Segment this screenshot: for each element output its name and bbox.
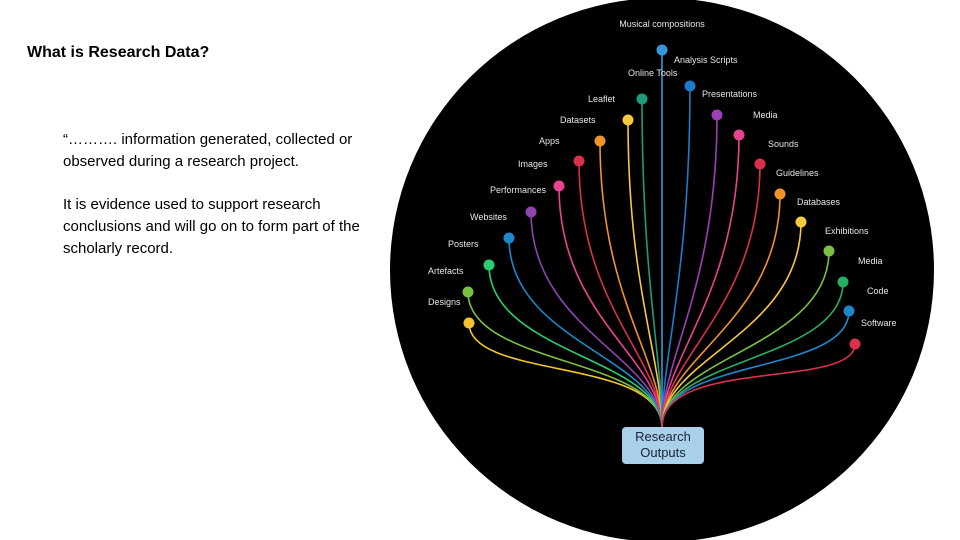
output-label: Websites [470, 212, 507, 222]
output-dot [526, 207, 537, 218]
output-dot [554, 181, 565, 192]
output-label: Databases [797, 197, 841, 207]
output-label: Media [858, 256, 883, 266]
output-dot [775, 189, 786, 200]
output-dot [838, 277, 849, 288]
output-dot [685, 81, 696, 92]
output-label: Sounds [768, 139, 799, 149]
definition-paragraph-2: It is evidence used to support research conclusions and will go on to form part of the scholarly record. [63, 196, 360, 257]
output-label: Exhibitions [825, 226, 869, 236]
output-dot [463, 287, 474, 298]
output-dot [464, 318, 475, 329]
output-dot [734, 130, 745, 141]
output-label: Designs [428, 297, 461, 307]
output-label: Leaflet [588, 94, 616, 104]
output-label: Performances [490, 185, 547, 195]
output-label: Musical compositions [619, 19, 705, 29]
output-dot [796, 217, 807, 228]
slide-title: What is Research Data? [27, 44, 210, 61]
center-label-line-1: Research [635, 429, 691, 444]
output-dot [712, 110, 723, 121]
output-dot [504, 233, 515, 244]
output-label: Software [861, 318, 897, 328]
output-label: Artefacts [428, 266, 464, 276]
output-label: Apps [539, 136, 560, 146]
output-label: Guidelines [776, 168, 819, 178]
output-label: Posters [448, 239, 479, 249]
output-label: Analysis Scripts [674, 55, 738, 65]
output-dot [623, 115, 634, 126]
output-dot [484, 260, 495, 271]
output-dot [637, 94, 648, 105]
output-dot [657, 45, 668, 56]
center-node [622, 427, 704, 464]
output-label: Online Tools [628, 68, 678, 78]
output-dot [850, 339, 861, 350]
output-dot [574, 156, 585, 167]
center-label-line-2: Outputs [640, 445, 686, 460]
output-dot [844, 306, 855, 317]
output-label: Presentations [702, 89, 758, 99]
output-label: Code [867, 286, 889, 296]
output-dot [755, 159, 766, 170]
definition-paragraph-1: “………. information generated, collected or observed during a research project. [63, 131, 353, 170]
output-label: Datasets [560, 115, 596, 125]
output-label: Images [518, 159, 548, 169]
output-dot [595, 136, 606, 147]
output-dot [824, 246, 835, 257]
output-label: Media [753, 110, 778, 120]
